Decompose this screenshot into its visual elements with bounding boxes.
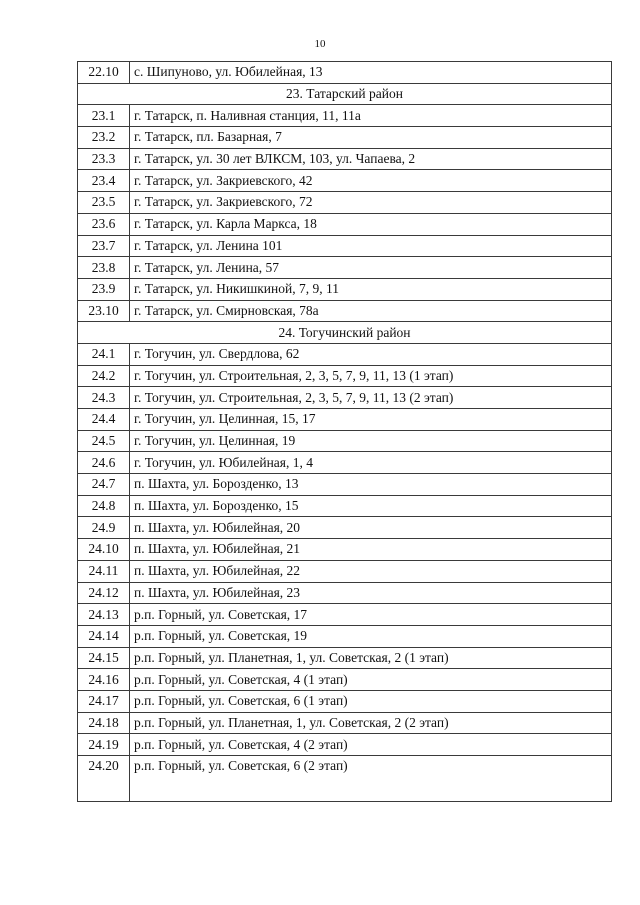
item-address: р.п. Горный, ул. Советская, 17 [130, 604, 612, 626]
item-address: г. Татарск, ул. 30 лет ВЛКСМ, 103, ул. Чапаева, 2 [130, 148, 612, 170]
item-address: г. Тогучин, ул. Целинная, 15, 17 [130, 409, 612, 431]
item-address: г. Татарск, пл. Базарная, 7 [130, 127, 612, 149]
item-address: р.п. Горный, ул. Советская, 6 (2 этап) [130, 756, 612, 802]
item-number: 24.3 [78, 387, 130, 409]
item-address: г. Татарск, ул. Ленина 101 [130, 235, 612, 257]
item-number: 24.19 [78, 734, 130, 756]
table-row [78, 756, 612, 802]
item-number: 24.9 [78, 517, 130, 539]
table-row [78, 495, 612, 517]
item-address: г. Тогучин, ул. Строительная, 2, 3, 5, 7, 9, 11, 13 (1 этап) [130, 365, 612, 387]
table-row [78, 560, 612, 582]
item-number: 22.10 [78, 62, 130, 84]
table-row [78, 625, 612, 647]
item-address: п. Шахта, ул. Юбилейная, 22 [130, 560, 612, 582]
item-address: г. Тогучин, ул. Строительная, 2, 3, 5, 7, 9, 11, 13 (2 этап) [130, 387, 612, 409]
item-address: р.п. Горный, ул. Советская, 19 [130, 625, 612, 647]
item-address: г. Татарск, ул. Закриевского, 72 [130, 192, 612, 214]
table-row [78, 734, 612, 756]
item-number: 23.10 [78, 300, 130, 322]
item-address: г. Тогучин, ул. Целинная, 19 [130, 430, 612, 452]
item-number: 23.6 [78, 213, 130, 235]
item-number: 24.15 [78, 647, 130, 669]
item-number: 23.8 [78, 257, 130, 279]
item-number: 23.3 [78, 148, 130, 170]
item-address: п. Шахта, ул. Юбилейная, 21 [130, 539, 612, 561]
table-row [78, 300, 612, 322]
item-number: 24.16 [78, 669, 130, 691]
table-row [78, 517, 612, 539]
item-number: 24.1 [78, 343, 130, 365]
item-number: 23.5 [78, 192, 130, 214]
item-address: п. Шахта, ул. Юбилейная, 23 [130, 582, 612, 604]
item-address: г. Татарск, ул. Никишкиной, 7, 9, 11 [130, 278, 612, 300]
item-number: 24.5 [78, 430, 130, 452]
table-row [78, 170, 612, 192]
section-title: 24. Тогучинский район [78, 322, 612, 344]
item-address: р.п. Горный, ул. Планетная, 1, ул. Советская, 2 (2 этап) [130, 712, 612, 734]
table-row [78, 365, 612, 387]
item-address: г. Тогучин, ул. Юбилейная, 1, 4 [130, 452, 612, 474]
section-header-row [78, 322, 612, 344]
item-address: г. Татарск, ул. Ленина, 57 [130, 257, 612, 279]
table-row [78, 690, 612, 712]
table-row [78, 712, 612, 734]
table-row [78, 669, 612, 691]
item-address: р.п. Горный, ул. Советская, 6 (1 этап) [130, 690, 612, 712]
item-address: р.п. Горный, ул. Планетная, 1, ул. Советская, 2 (1 этап) [130, 647, 612, 669]
address-table-body [78, 62, 612, 802]
table-row [78, 387, 612, 409]
item-address: п. Шахта, ул. Юбилейная, 20 [130, 517, 612, 539]
item-address: г. Татарск, п. Наливная станция, 11, 11а [130, 105, 612, 127]
item-number: 23.2 [78, 127, 130, 149]
table-row [78, 430, 612, 452]
table-row [78, 192, 612, 214]
item-address: с. Шипуново, ул. Юбилейная, 13 [130, 62, 612, 84]
table-row [78, 235, 612, 257]
table-row [78, 343, 612, 365]
item-number: 23.7 [78, 235, 130, 257]
table-row [78, 62, 612, 84]
item-number: 24.17 [78, 690, 130, 712]
table-row [78, 213, 612, 235]
item-number: 24.11 [78, 560, 130, 582]
item-number: 24.14 [78, 625, 130, 647]
table-row [78, 148, 612, 170]
item-number: 24.7 [78, 474, 130, 496]
item-number: 24.12 [78, 582, 130, 604]
table-row [78, 127, 612, 149]
item-address: п. Шахта, ул. Борозденко, 13 [130, 474, 612, 496]
item-address: р.п. Горный, ул. Советская, 4 (2 этап) [130, 734, 612, 756]
item-number: 23.4 [78, 170, 130, 192]
table-row [78, 582, 612, 604]
table-row [78, 278, 612, 300]
table-row [78, 452, 612, 474]
item-address: г. Татарск, ул. Смирновская, 78а [130, 300, 612, 322]
table-row [78, 105, 612, 127]
item-address: п. Шахта, ул. Борозденко, 15 [130, 495, 612, 517]
item-number: 24.20 [78, 756, 130, 802]
item-number: 24.4 [78, 409, 130, 431]
table-row [78, 257, 612, 279]
item-address: г. Тогучин, ул. Свердлова, 62 [130, 343, 612, 365]
item-number: 24.18 [78, 712, 130, 734]
table-row [78, 474, 612, 496]
table-row [78, 604, 612, 626]
item-number: 24.10 [78, 539, 130, 561]
item-address: р.п. Горный, ул. Советская, 4 (1 этап) [130, 669, 612, 691]
item-number: 23.9 [78, 278, 130, 300]
item-number: 24.8 [78, 495, 130, 517]
item-number: 24.6 [78, 452, 130, 474]
item-address: г. Татарск, ул. Закриевского, 42 [130, 170, 612, 192]
table-row [78, 647, 612, 669]
address-table [77, 61, 612, 802]
section-header-row [78, 83, 612, 105]
section-title: 23. Татарский район [78, 83, 612, 105]
item-address: г. Татарск, ул. Карла Маркса, 18 [130, 213, 612, 235]
table-row [78, 539, 612, 561]
page-number: 10 [314, 38, 326, 50]
item-number: 23.1 [78, 105, 130, 127]
table-row [78, 409, 612, 431]
item-number: 24.2 [78, 365, 130, 387]
item-number: 24.13 [78, 604, 130, 626]
